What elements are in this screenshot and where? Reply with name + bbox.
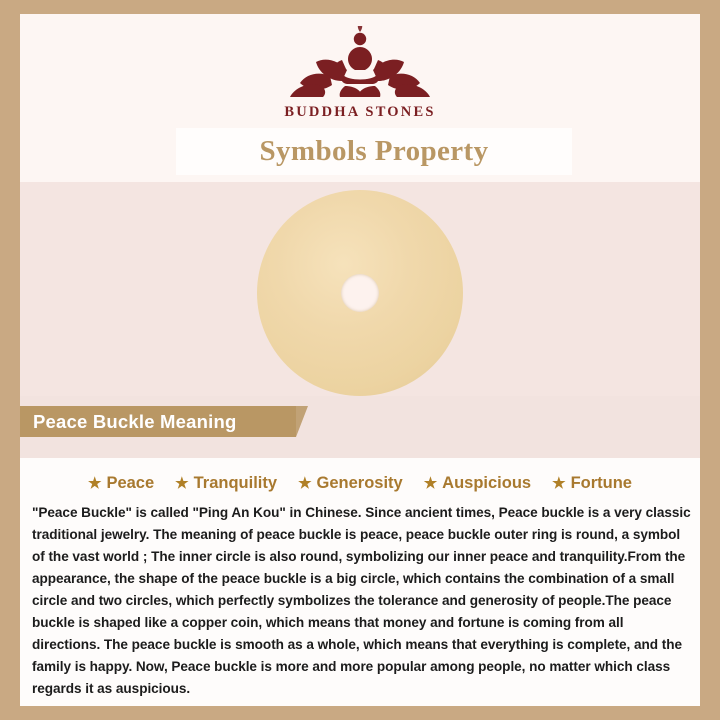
keyword-list bbox=[20, 474, 700, 493]
star-icon: ★ bbox=[88, 475, 102, 492]
keyword-label: Fortune bbox=[570, 474, 632, 492]
peace-buckle-disc-icon bbox=[257, 190, 463, 396]
page-title-box bbox=[176, 128, 572, 175]
star-icon: ★ bbox=[175, 475, 189, 492]
keyword-label: Tranquility bbox=[193, 474, 278, 492]
keyword-label: Generosity bbox=[316, 474, 403, 492]
brand-name: BUDDHA STONES bbox=[284, 104, 436, 120]
star-icon: ★ bbox=[298, 475, 312, 492]
page-title: Symbols Property bbox=[259, 135, 489, 167]
keyword-item-auspicious bbox=[424, 474, 531, 493]
keyword-item-generosity bbox=[298, 474, 403, 493]
keyword-item-peace bbox=[88, 474, 154, 493]
bottom-frame-edge bbox=[0, 706, 720, 720]
keyword-label: Auspicious bbox=[442, 474, 532, 492]
keyword-label: Peace bbox=[106, 474, 155, 492]
body-paragraph: "Peace Buckle" is called "Ping An Kou" in Chinese. Since ancient times, Peace buckle is a very classic traditional jewelry. The meaning of peace buckle is peace, peace buckle outer ring is round, a symbol of the vast world ; The inner circle is also round, symbolizing our inner peace and tranquility.From the appearance, the shape of the peace buckle is a big circle, which contains the combination of a small circle and two circles, which perfectly symbolizes the tolerance and generosity of people.The peace buckle is shaped like a copper coin, which means that money and fortune is coming from all directions. The peace buckle is smooth as a whole, which means that everything is complete, and the family is happy. Now, Peace buckle is more and more popular among people, no matter which class regards it as auspicious. bbox=[32, 505, 691, 697]
star-icon: ★ bbox=[423, 475, 438, 492]
product-image-area bbox=[0, 190, 720, 400]
lotus-meditation-icon bbox=[0, 26, 720, 98]
section-heading-bar bbox=[20, 406, 296, 437]
disc-center-hole bbox=[341, 274, 379, 312]
section-heading-bar-tail bbox=[296, 406, 308, 437]
keyword-item-fortune bbox=[552, 474, 632, 493]
top-left-frame-notch bbox=[0, 0, 110, 14]
star-icon: ★ bbox=[552, 475, 566, 492]
section-heading-label: Peace Buckle Meaning bbox=[33, 410, 237, 432]
brand-logo-block bbox=[0, 26, 720, 121]
keyword-item-tranquility bbox=[175, 474, 277, 493]
